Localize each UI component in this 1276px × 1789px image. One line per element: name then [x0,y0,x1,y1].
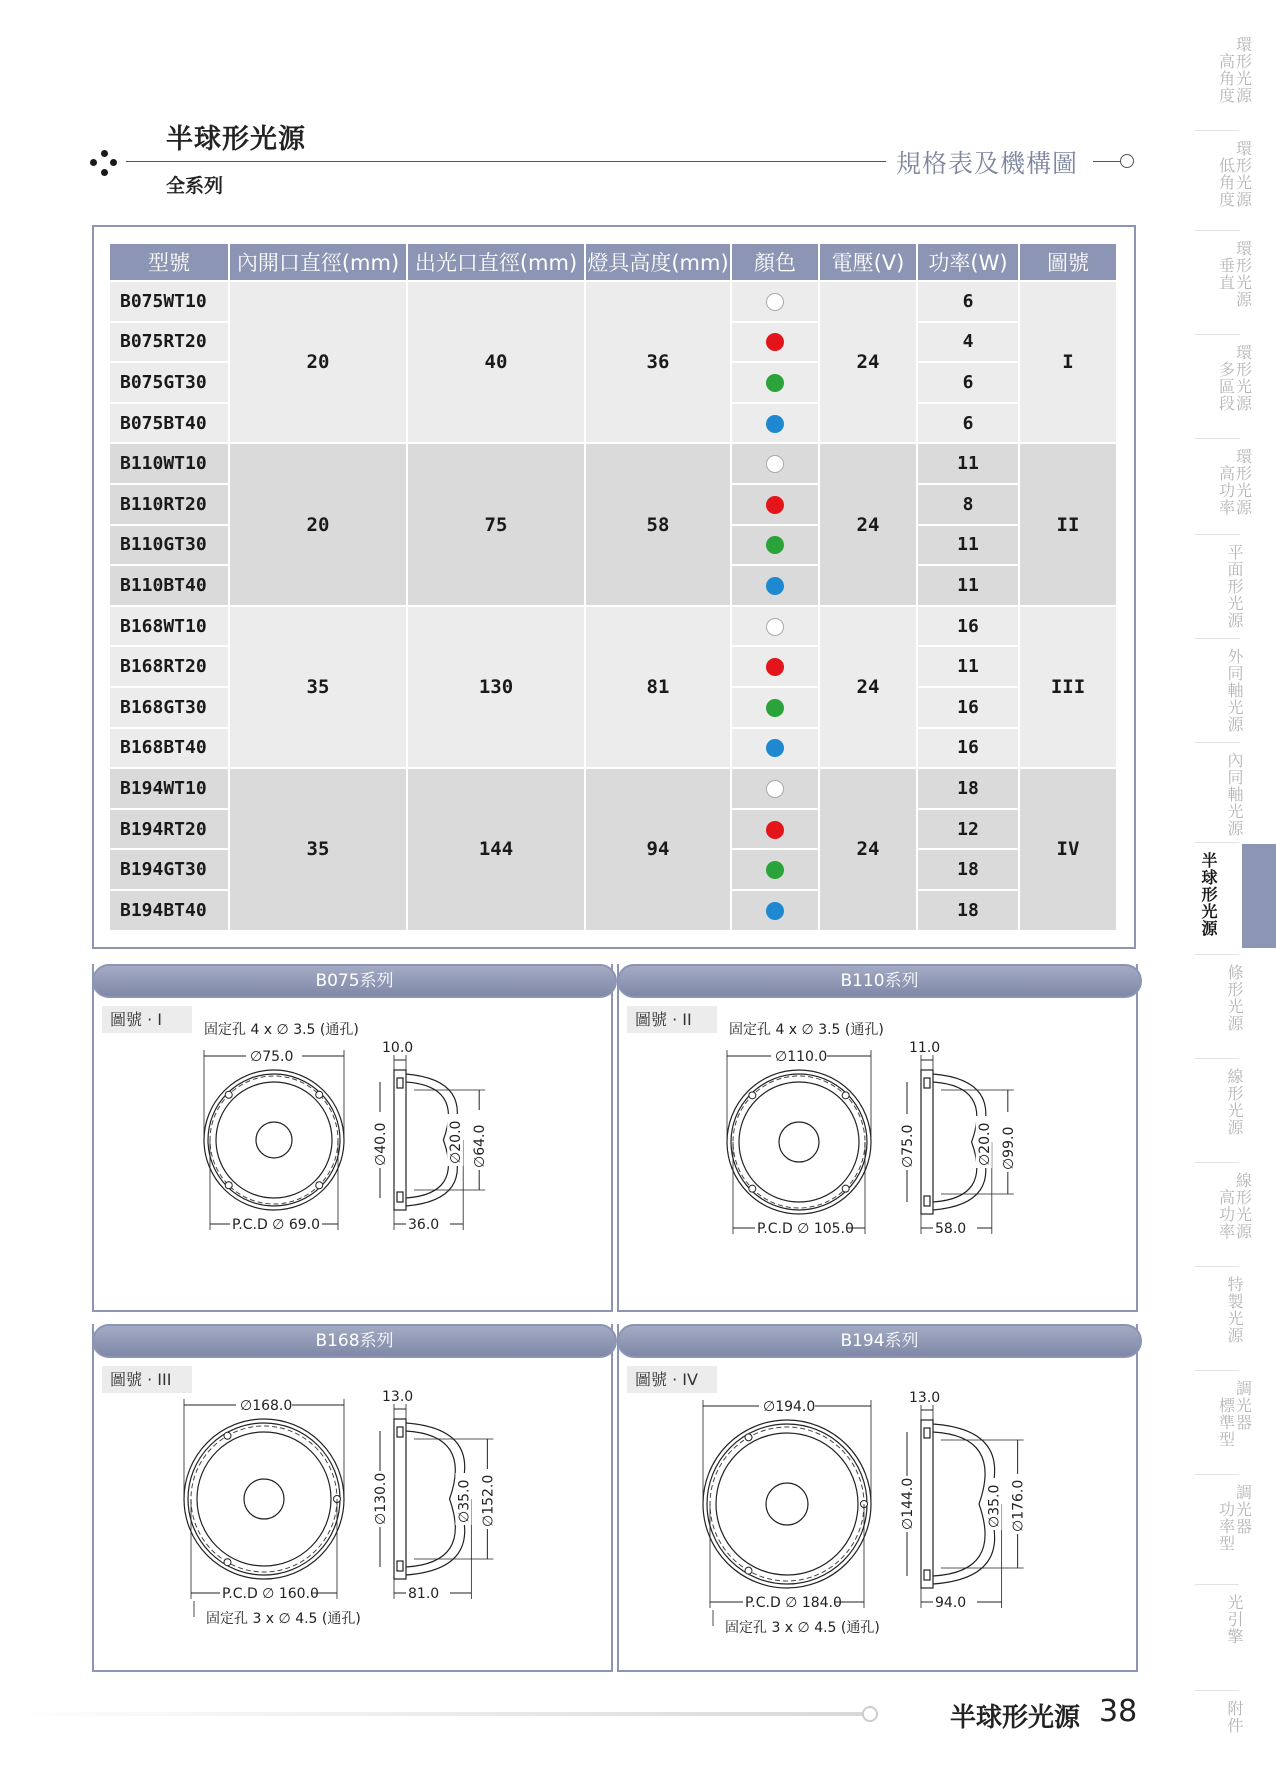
figure-number-cell: I [1020,282,1116,442]
outlet-diameter-label: ∅35.0 [986,1484,1003,1528]
model-cell: B075RT20 [110,323,228,362]
panel-series-header: B168系列 [92,1324,617,1358]
nav-item-label: 光引擎 [1227,1593,1244,1646]
color-dot-icon [766,577,784,595]
color-cell [732,769,818,808]
panel-series-header: B110系列 [617,964,1142,998]
side-nav [1195,0,1276,1789]
power-cell: 11 [918,647,1018,686]
power-cell: 16 [918,607,1018,646]
flange-thickness-label: 10.0 [382,1040,414,1056]
column-header: 出光口直徑(mm) [408,244,584,280]
section-line [1093,161,1121,162]
nav-item[interactable] [1169,852,1250,937]
column-header: 內開口直徑(mm) [230,244,406,280]
power-cell: 6 [918,363,1018,402]
height-label: 81.0 [408,1586,440,1602]
table-row [110,769,1116,808]
table-row [110,607,1116,646]
model-cell: B075GT30 [110,363,228,402]
outer-ring [727,1070,871,1214]
nav-separator [1195,1162,1239,1163]
table-row [110,444,1116,483]
column-header: 顏色 [732,244,818,280]
power-cell: 12 [918,810,1018,849]
column-header: 電壓(V) [820,244,916,280]
nav-separator [1195,742,1239,743]
center-hole [779,1122,819,1162]
color-cell [732,526,818,565]
outer-height-diameter-label: ∅152.0 [480,1474,497,1527]
drawing-panel [617,1324,1138,1672]
mechanical-drawing [94,1022,611,1310]
nav-item-label: 環形光源 [1235,343,1252,413]
mechanical-drawing [94,1389,611,1670]
outer-ring [204,1070,344,1210]
mount-hole-note: 固定孔 3 x ∅ 4.5 (通孔) [206,1611,361,1627]
color-dot-icon [766,374,784,392]
pcd-circle [710,1427,864,1581]
outer-diameter-label: ∅168.0 [240,1398,293,1414]
nav-separator [1195,1584,1239,1585]
power-cell: 11 [918,566,1018,605]
footer-title: 半球形光源 [950,1703,1081,1733]
nav-item-label: 線形光源 [1227,1067,1244,1137]
power-cell: 16 [918,688,1018,727]
nav-item[interactable] [1195,648,1276,733]
footer-circle-icon [862,1706,878,1722]
color-dot-icon [766,658,784,676]
nav-item-label-prefix: 高功率 [1218,464,1235,517]
column-header: 功率(W) [918,244,1018,280]
model-cell: B110WT10 [110,444,228,483]
nav-item-label-prefix: 高角度 [1218,52,1235,105]
nav-item[interactable] [1195,1068,1276,1136]
nav-item[interactable] [1195,752,1276,837]
pcd-label: P.C.D ∅ 184.0 [745,1595,842,1611]
power-cell: 18 [918,891,1018,930]
mount-hole-icon [842,1092,849,1099]
mount-hole-icon [224,1559,231,1566]
nav-item-label: 環形光源 [1235,35,1252,105]
dome-profile [933,1424,995,1584]
nav-item[interactable] [1195,544,1276,629]
nav-item-label: 環形光源 [1235,139,1252,209]
center-hole [766,1483,808,1525]
mount-hole-icon [745,1434,752,1441]
panel-series-header: B194系列 [617,1324,1142,1358]
nav-separator [1195,130,1239,131]
pcd-circle [191,1426,337,1572]
color-cell [732,688,818,727]
nav-separator [1195,1266,1239,1267]
color-cell [732,485,818,524]
figure-tag: 圖號 · II [627,1006,717,1033]
outer-ring [184,1419,344,1579]
flange-profile [921,1070,933,1214]
center-hole [256,1122,292,1158]
mechanical-drawing [619,1390,1136,1670]
flange-thickness-label: 13.0 [382,1389,414,1405]
header-rule [126,161,886,162]
mount-hole-icon [842,1185,849,1192]
nav-item-label: 附件 [1227,1699,1244,1735]
nav-separator [1195,1690,1239,1691]
height-label: 58.0 [935,1221,967,1237]
mount-hole-icon [224,1432,231,1439]
nav-separator [1195,334,1239,335]
color-dot-icon [766,618,784,636]
nav-item[interactable] [1195,240,1276,308]
color-dot-icon [766,739,784,757]
nav-item[interactable] [1195,448,1276,516]
model-cell: B194WT10 [110,769,228,808]
nav-separator [1195,438,1239,439]
power-cell: 16 [918,729,1018,768]
nav-item-label-prefix: 垂直 [1218,256,1235,292]
nav-item[interactable] [1195,1594,1276,1645]
nav-item-label: 調光器 [1235,1483,1252,1536]
nav-separator [1195,954,1239,955]
mount-hole-icon [316,1182,323,1189]
model-cell: B168WT10 [110,607,228,646]
mount-hole-icon [225,1182,232,1189]
nav-item[interactable] [1195,344,1276,412]
column-header: 圖號 [1020,244,1116,280]
page-subtitle: 全系列 [166,175,224,197]
power-cell: 18 [918,850,1018,889]
outer-height-diameter-label: ∅99.0 [1000,1126,1017,1170]
model-cell: B194GT30 [110,850,228,889]
nav-item[interactable] [1195,36,1276,104]
power-cell: 4 [918,323,1018,362]
mount-hole-note: 固定孔 4 x ∅ 3.5 (通孔) [729,1022,884,1038]
color-dot-icon [766,293,784,311]
nav-separator [1195,1058,1239,1059]
color-dot-icon [766,415,784,433]
inner-diameter-cell: 20 [230,444,406,604]
color-dot-icon [766,780,784,798]
voltage-cell: 24 [820,769,916,929]
nav-item-label: 半球形光源 [1201,851,1218,938]
outer-diameter-label: ∅75.0 [250,1049,294,1065]
panel-series-header: B075系列 [92,964,617,998]
mount-hole-icon [316,1091,323,1098]
flange-thickness-label: 11.0 [909,1040,941,1056]
table-header-row [110,244,1116,280]
nav-item-label: 環形光源 [1235,239,1252,309]
color-dot-icon [766,333,784,351]
nav-item[interactable] [1195,1172,1276,1240]
inner-diameter-label: ∅144.0 [900,1477,916,1530]
drawing-panel [92,964,613,1312]
height-cell: 58 [586,444,730,604]
color-dot-icon [766,699,784,717]
outlet-diameter-cell: 75 [408,444,584,604]
nav-item-label-prefix: 標準型 [1218,1396,1235,1449]
color-cell [732,363,818,402]
section-label: 規格表及機構圖 [896,149,1079,178]
nav-item-label-prefix: 功率型 [1218,1500,1235,1553]
voltage-cell: 24 [820,282,916,442]
model-cell: B168BT40 [110,729,228,768]
flange-profile [394,1070,406,1210]
power-cell: 11 [918,444,1018,483]
model-cell: B110BT40 [110,566,228,605]
power-cell: 18 [918,769,1018,808]
nav-item[interactable] [1195,964,1276,1032]
inner-diameter-cell: 20 [230,282,406,442]
nav-item[interactable] [1195,140,1276,208]
nav-item-label-prefix: 多區段 [1218,360,1235,413]
mount-hole-icon [749,1092,756,1099]
mechanical-drawing [619,1022,1136,1310]
outlet-diameter-cell: 40 [408,282,584,442]
outer-height-diameter-label: ∅176.0 [1010,1479,1027,1532]
height-cell: 36 [586,282,730,442]
nav-item[interactable] [1195,1484,1276,1552]
nav-separator [1195,1474,1239,1475]
outlet-diameter-label: ∅35.0 [456,1479,473,1523]
nav-separator [1195,534,1239,535]
nav-item[interactable] [1195,1700,1276,1734]
mount-hole-icon [225,1091,232,1098]
outer-ring [703,1420,871,1588]
outer-diameter-label: ∅110.0 [775,1049,828,1065]
flange-profile [394,1419,406,1579]
model-cell: B075BT40 [110,404,228,443]
nav-item[interactable] [1195,1380,1276,1448]
mount-hole-note: 固定孔 4 x ∅ 3.5 (通孔) [204,1022,359,1038]
table-row [110,282,1116,321]
mount-hole-note: 固定孔 3 x ∅ 4.5 (通孔) [725,1620,880,1636]
nav-item-label-prefix: 高功率 [1218,1188,1235,1241]
color-cell [732,891,818,930]
power-cell: 6 [918,404,1018,443]
nav-item-label: 環形光源 [1235,447,1252,517]
mount-hole-icon [749,1185,756,1192]
color-cell [732,810,818,849]
inner-diameter-label: ∅75.0 [900,1124,916,1168]
pcd-label: P.C.D ∅ 69.0 [232,1217,320,1233]
figure-number-cell: III [1020,607,1116,767]
height-label: 94.0 [935,1595,967,1611]
power-cell: 11 [918,526,1018,565]
power-cell: 8 [918,485,1018,524]
figure-tag: 圖號 · III [102,1366,192,1393]
column-header: 燈具高度(mm) [586,244,730,280]
voltage-cell: 24 [820,444,916,604]
page-number: 38 [1099,1694,1138,1729]
color-cell [732,566,818,605]
height-label: 36.0 [408,1217,440,1233]
color-cell [732,647,818,686]
outlet-diameter-cell: 130 [408,607,584,767]
height-cell: 94 [586,769,730,929]
figure-number-cell: II [1020,444,1116,604]
flange-thickness-label: 13.0 [909,1390,941,1406]
drawing-panels [92,964,1138,1670]
page-title: 半球形光源 [166,124,306,155]
nav-item-label: 條形光源 [1227,963,1244,1033]
figure-number-cell: IV [1020,769,1116,929]
nav-separator [1195,230,1239,231]
pcd-label: P.C.D ∅ 160.0 [222,1586,319,1602]
nav-item[interactable] [1195,1276,1276,1344]
flange-profile [921,1420,933,1588]
footer-line [0,1712,868,1716]
nav-item-label: 調光器 [1235,1379,1252,1432]
column-header: 型號 [110,244,228,280]
color-dot-icon [766,536,784,554]
nav-item-label: 內同軸光源 [1227,751,1244,838]
inner-diameter-cell: 35 [230,769,406,929]
model-cell: B194BT40 [110,891,228,930]
outer-diameter-label: ∅194.0 [763,1399,816,1415]
color-cell [732,729,818,768]
model-cell: B168GT30 [110,688,228,727]
nav-separator [1195,1370,1239,1371]
color-dot-icon [766,821,784,839]
nav-item-label-prefix: 低角度 [1218,156,1235,209]
color-cell [732,323,818,362]
model-cell: B168RT20 [110,647,228,686]
nav-item-label: 平面形光源 [1227,543,1244,630]
outlet-diameter-cell: 144 [408,769,584,929]
drawing-panel [617,964,1138,1312]
color-cell [732,850,818,889]
inner-diameter-cell: 35 [230,607,406,767]
outlet-diameter-label: ∅20.0 [976,1122,993,1166]
nav-item-label: 線形光源 [1235,1171,1252,1241]
voltage-cell: 24 [820,607,916,767]
pcd-label: P.C.D ∅ 105.0 [757,1221,854,1237]
model-cell: B110GT30 [110,526,228,565]
nav-separator [1195,842,1239,843]
height-cell: 81 [586,607,730,767]
spec-table [108,242,1118,932]
color-dot-icon [766,496,784,514]
drawing-panel [92,1324,613,1672]
color-dot-icon [766,861,784,879]
color-dot-icon [766,902,784,920]
color-cell [732,282,818,321]
model-cell: B110RT20 [110,485,228,524]
model-cell: B194RT20 [110,810,228,849]
mount-hole-icon [745,1567,752,1574]
color-cell [732,404,818,443]
center-hole [244,1479,284,1519]
figure-tag: 圖號 · IV [627,1366,717,1393]
nav-item-label: 特製光源 [1227,1275,1244,1345]
model-cell: B075WT10 [110,282,228,321]
outer-height-diameter-label: ∅64.0 [472,1124,489,1168]
color-cell [732,444,818,483]
nav-item-label: 外同軸光源 [1227,647,1244,734]
section-circle-icon [1120,154,1134,168]
title-dots-icon [90,150,120,178]
color-dot-icon [766,455,784,473]
color-cell [732,607,818,646]
inner-diameter-label: ∅130.0 [373,1472,389,1525]
nav-separator [1195,638,1239,639]
inner-diameter-label: ∅40.0 [373,1122,389,1166]
figure-tag: 圖號 · I [102,1006,192,1033]
power-cell: 6 [918,282,1018,321]
outlet-diameter-label: ∅20.0 [448,1120,465,1164]
